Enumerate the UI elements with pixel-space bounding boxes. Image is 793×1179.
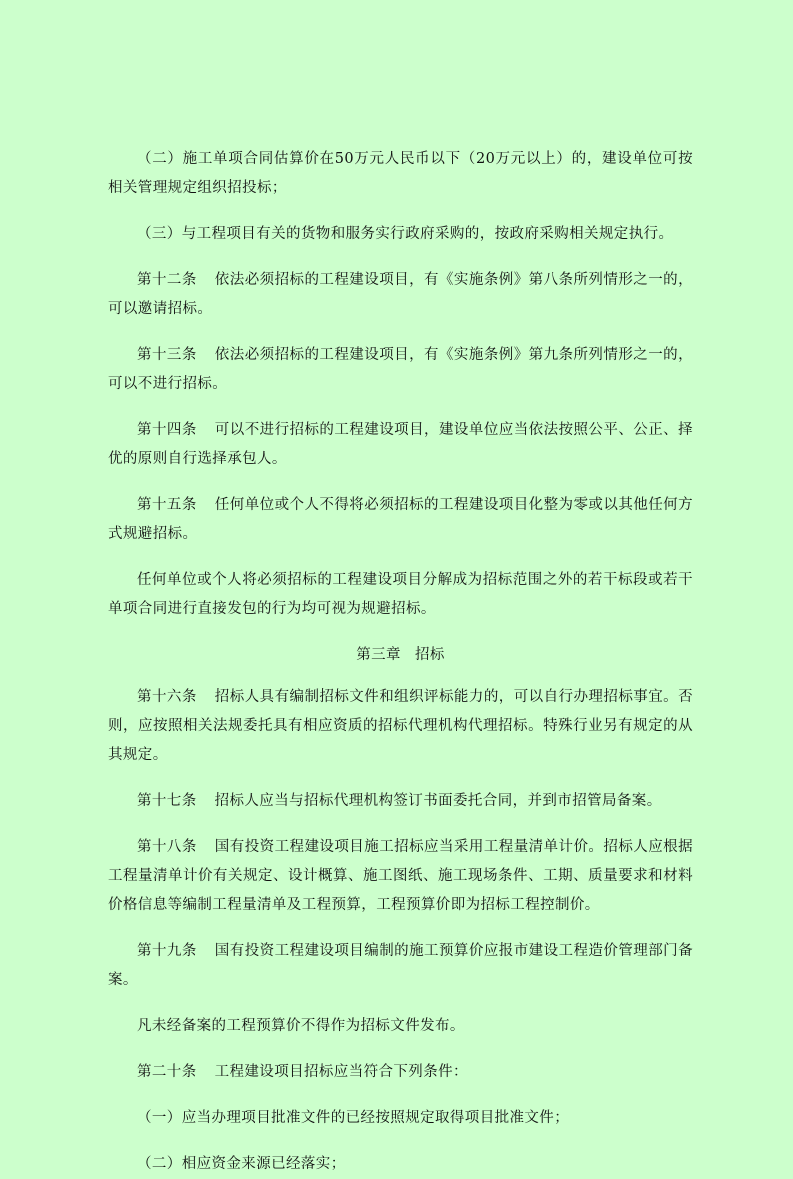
article-15-paragraph-2: 任何单位或个人将必须招标的工程建设项目分解成为招标范围之外的若干标段或若干单项合同进行直接发包的行为均可视为规避招标。 [108, 572, 693, 617]
article-12 [108, 266, 693, 324]
chapter-heading [108, 641, 693, 670]
article-13 [108, 341, 693, 399]
article-15 [108, 491, 693, 549]
article-14 [108, 416, 693, 474]
article-number: 第二十条 [137, 1064, 197, 1080]
article-number: 第十三条 [137, 347, 197, 363]
article-16 [108, 683, 693, 770]
article-20-item-2: （二）相应资金来源已经落实； [137, 1156, 346, 1172]
chapter-number: 第三章 [356, 647, 401, 663]
article-number: 第十五条 [137, 497, 197, 513]
article-text: 招标人应当与招标代理机构签订书面委托合同，并到市招管局备案。 [214, 793, 662, 809]
paragraph-item-3: （三）与工程项目有关的货物和服务实行政府采购的，按政府采购相关规定执行。 [137, 226, 674, 242]
article-text: 可以不进行招标的工程建设项目，建设单位应当依法按照公平、公正、择优的原则自行选择承包人。 [108, 422, 694, 467]
chapter-title: 招标 [414, 647, 445, 663]
article-number: 第十八条 [137, 839, 197, 855]
article-19-paragraph-2: 凡未经备案的工程预算价不得作为招标文件发布。 [137, 1018, 465, 1034]
article-18 [108, 833, 693, 920]
article-number: 第十四条 [137, 422, 197, 438]
article-number: 第十二条 [137, 272, 197, 288]
article-20-item-1: （一）应当办理项目批准文件的已经按照规定取得项目批准文件； [137, 1110, 570, 1126]
article-text: 国有投资工程建设项目编制的施工预算价应报市建设工程造价管理部门备案。 [108, 943, 694, 988]
article-text: 依法必须招标的工程建设项目，有《实施条例》第八条所列情形之一的，可以邀请招标。 [108, 272, 694, 317]
article-text: 依法必须招标的工程建设项目，有《实施条例》第九条所列情形之一的，可以不进行招标。 [108, 347, 694, 392]
article-number: 第十七条 [137, 793, 197, 809]
article-text: 招标人具有编制招标文件和组织评标能力的，可以自行办理招标事宜。否则，应按照相关法规委托具有相应资质的招标代理机构代理招标。特殊行业另有规定的从其规定。 [108, 689, 694, 763]
article-text: 任何单位或个人不得将必须招标的工程建设项目化整为零或以其他任何方式规避招标。 [108, 497, 694, 542]
article-text: 国有投资工程建设项目施工招标应当采用工程量清单计价。招标人应根据工程量清单计价有关规定、设计概算、施工图纸、施工现场条件、工期、质量要求和材料价格信息等编制工程量清单及工程预算，工程预算价即为招标工程控制价。 [108, 839, 694, 913]
article-text: 工程建设项目招标应当符合下列条件： [214, 1064, 468, 1080]
article-number: 第十九条 [137, 943, 197, 959]
article-19 [108, 937, 693, 995]
article-number: 第十六条 [137, 689, 197, 705]
article-20 [108, 1058, 693, 1087]
paragraph-item-2: （二）施工单项合同估算价在50万元人民币以下（20万元以上）的，建设单位可按相关管理规定组织招投标； [108, 151, 693, 196]
article-17 [108, 787, 693, 816]
